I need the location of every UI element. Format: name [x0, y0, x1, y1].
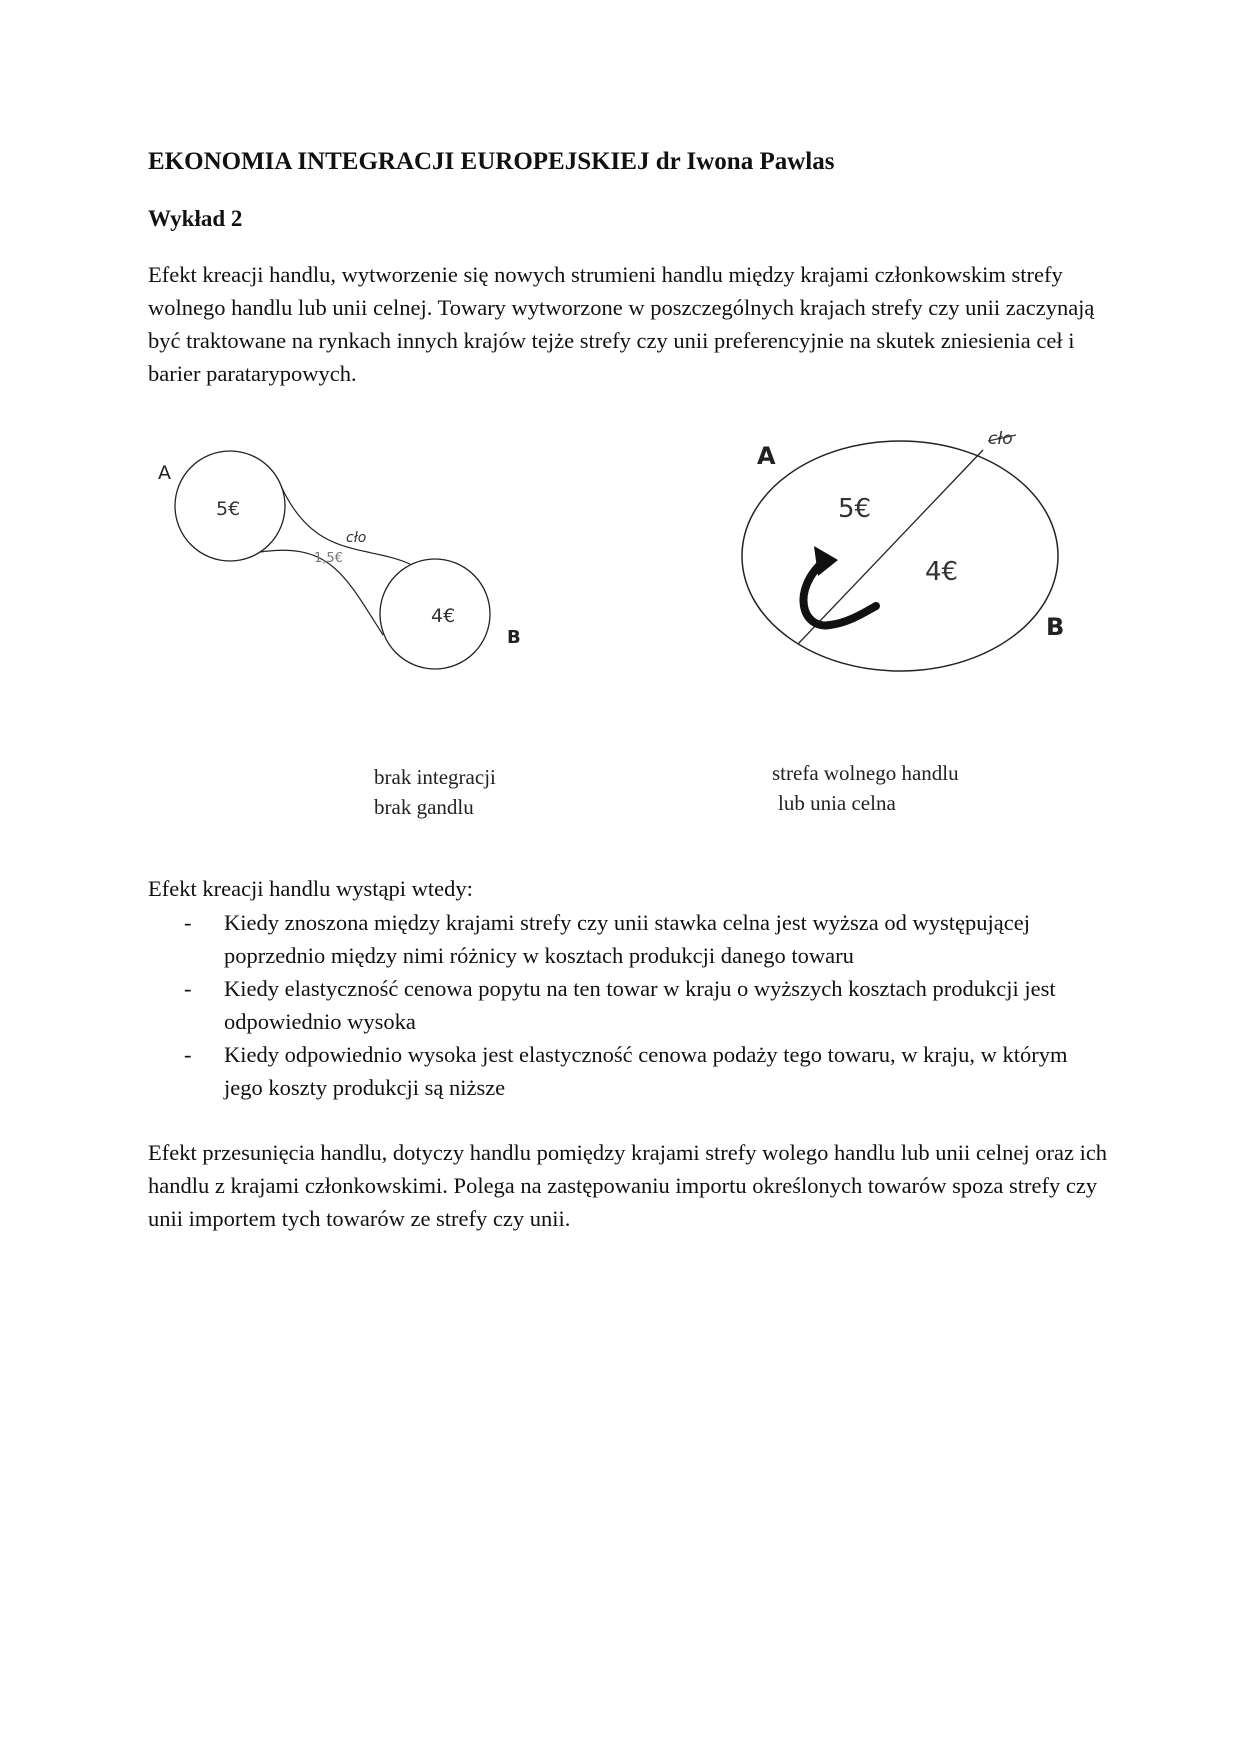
- price-country-b: 4€: [431, 605, 456, 627]
- trade-flow-arrow: [803, 560, 876, 625]
- caption-line: brak integracji: [374, 765, 496, 789]
- caption-free-trade-area: [772, 758, 959, 818]
- duty-value: 1,5€: [314, 551, 343, 566]
- trade-flow-arrowhead: [814, 546, 838, 576]
- bullet-dash: -: [184, 910, 192, 935]
- document-title: EKONOMIA INTEGRACJI EUROPEJSKIEJ dr Iwona Pawlas: [148, 148, 835, 175]
- price-country-a: 5€: [216, 498, 241, 520]
- caption-line: lub unia celna: [778, 791, 896, 815]
- paragraph-trade-diversion: Efekt przesunięcia handlu, dotyczy handlu pomiędzy krajami strefy wolego handlu lub unii celnej oraz ich handlu z krajami członkowskimi. Polega na zastępowaniu importu określonych towarów spoza strefy czy unii importem tych towarów ze strefy czy unii.: [148, 1140, 1108, 1231]
- list-item: [148, 906, 1108, 972]
- diagram-free-trade-area: [730, 420, 1070, 680]
- caption-line: brak gandlu: [374, 795, 474, 819]
- lecture-subtitle: Wykład 2: [148, 206, 243, 231]
- duty-label: cło: [346, 530, 367, 546]
- bullet-dash: -: [184, 1042, 192, 1067]
- list-item-text: Kiedy odpowiednio wysoka jest elastyczność cenowa podaży tego towaru, w kraju, w którym jego koszty produkcji są niższe: [224, 1042, 1068, 1100]
- caption-line: strefa wolnego handlu: [772, 761, 959, 785]
- list-item: [148, 1038, 1108, 1104]
- bullet-dash: -: [184, 976, 192, 1001]
- label-country-a: A: [757, 442, 776, 470]
- list-item: [148, 972, 1108, 1038]
- conditions-list: [148, 906, 1108, 1104]
- caption-no-integration: [374, 762, 496, 822]
- paragraph-trade-creation: Efekt kreacji handlu, wytworzenie się nowych strumieni handlu między krajami członkowskim strefy wolnego handlu lub unii celnej. Towary wytworzone w poszczególnych krajach strefy czy unii zaczynają być traktowane na rynkach innych krajów tejże strefy czy unii preferencyjnie na skutek zniesienia ceł i barier paratarypowych.: [148, 262, 1095, 386]
- label-country-b: B: [1046, 613, 1065, 641]
- price-country-b: 4€: [925, 557, 959, 587]
- label-country-b: B: [507, 627, 521, 648]
- price-country-a: 5€: [838, 494, 872, 524]
- former-border-line: [798, 450, 983, 644]
- label-country-a: A: [158, 462, 171, 484]
- list-item-text: Kiedy elastyczność cenowa popytu na ten towar w kraju o wyższych kosztach produkcji jest odpowiednio wysoka: [224, 976, 1056, 1034]
- conditions-intro: Efekt kreacji handlu wystąpi wtedy:: [148, 876, 473, 901]
- union-ellipse: [742, 441, 1058, 671]
- diagram-no-integration: [150, 440, 530, 680]
- list-item-text: Kiedy znoszona między krajami strefy czy unii stawka celna jest wyższa od występującej poprzednio między nimi różnicy w kosztach produkcji danego towaru: [224, 910, 1030, 968]
- duty-label: cło: [988, 429, 1013, 449]
